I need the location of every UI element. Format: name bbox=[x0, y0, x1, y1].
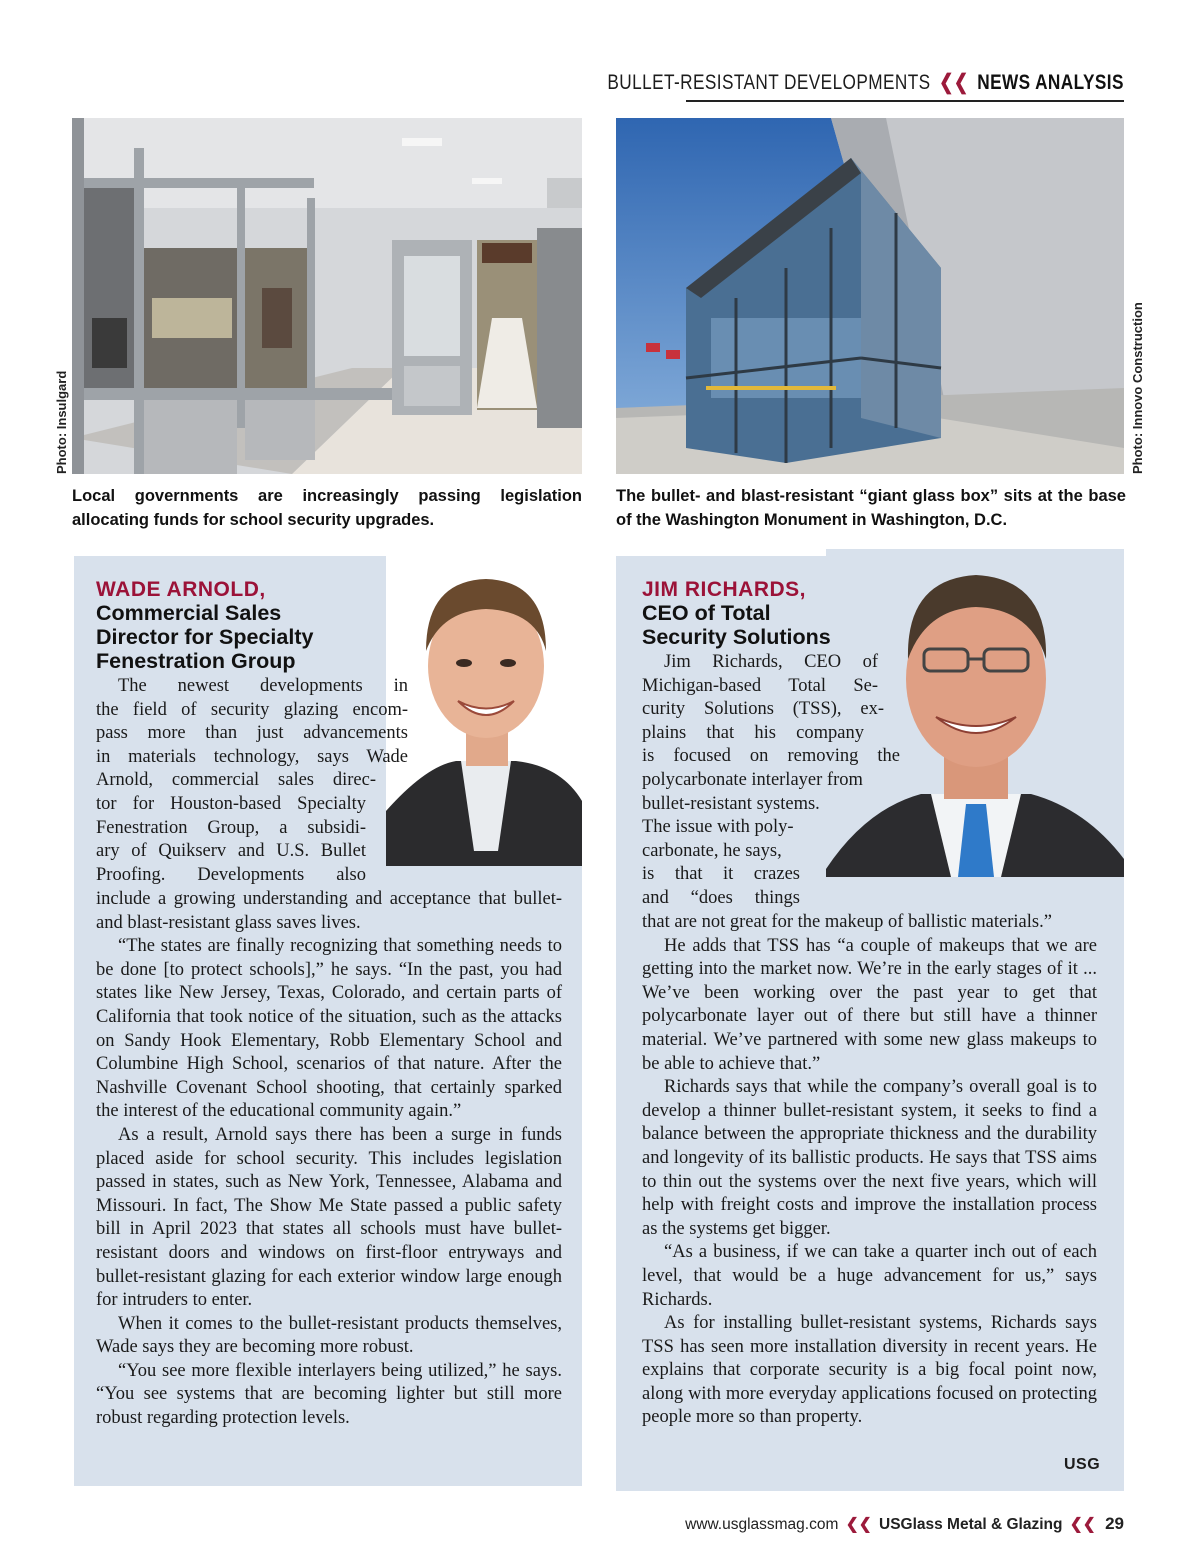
role-line: Security Solutions bbox=[642, 625, 831, 649]
wade-arnold-name: WADE ARNOLD, bbox=[96, 578, 266, 601]
role-line: Commercial Sales bbox=[96, 601, 282, 625]
intro-line: Fenestration Group, a subsidi- bbox=[96, 817, 366, 838]
intro-line: pass more than just advancements bbox=[96, 723, 408, 744]
section-title: BULLET-RESISTANT DEVELOPMENTS bbox=[607, 71, 931, 94]
intro-line: plains that his company bbox=[642, 722, 864, 743]
intro-line: Proofing. Developments also bbox=[96, 864, 366, 885]
intro-line: Michigan-based Total Se- bbox=[642, 675, 878, 696]
page-number: 29 bbox=[1105, 1514, 1124, 1533]
chevron-icon: ❮❮ bbox=[939, 71, 969, 94]
body-paragraph: “The states are finally recognizing that something needs to be done [to protect schools],” he says. “In the past, you had states like New Jersey, Texas, Colorado, and certain parts of California that took notice of the situation, such as the attacks on Sandy Hook Elementary, Robb Elementary School and Columbine High School, scenarios of that nature. After the Nashville Covenant School shooting, that certainly sparked the interest of the educational community again.” bbox=[96, 936, 562, 1122]
intro-line: The issue with poly- bbox=[642, 817, 794, 838]
body-paragraph: “As a business, if we can take a quarter inch out of each level, that would be a huge advancement for us,” says Richards. bbox=[642, 1242, 1097, 1310]
intro-line: Jim Richards, CEO of bbox=[664, 652, 878, 672]
wade-arnold-intro bbox=[96, 675, 408, 887]
body-paragraph: As a result, Arnold says there has been a surge in funds placed aside for school security. This includes legislation passed in states, such as New York, Tennessee, Alabama and Missouri. In fact, The Show Me State passed a public safety bill in April 2023 that states all schools must have bullet-resistant doors and windows on first-floor entryways and bullet-resistant glazing for each exterior window large enough for intruders to enter. bbox=[96, 1124, 562, 1311]
intro-line: tor for Houston-based Specialty bbox=[96, 793, 366, 814]
page-footer bbox=[685, 1514, 1124, 1534]
magazine-name: USGlass Metal & Glazing bbox=[879, 1516, 1063, 1533]
intro-line: ary of Quikserv and U.S. Bullet bbox=[96, 841, 366, 862]
intro-line: is focused on removing the bbox=[642, 746, 900, 767]
body-paragraph: “You see more flexible interlayers being utilized,” he says. “You see systems that are becoming lighter but still more robust regarding protection levels. bbox=[96, 1360, 562, 1429]
jim-richards-name: JIM RICHARDS, bbox=[642, 578, 807, 601]
category-title: NEWS ANALYSIS bbox=[977, 71, 1124, 94]
intro-line: the field of security glazing encom- bbox=[96, 699, 408, 720]
photo-credit-left: Photo: Insulgard bbox=[54, 370, 69, 474]
chevron-icon: ❮❮ bbox=[845, 1516, 872, 1533]
body-paragraph: As for installing bullet-resistant systems, Richards says TSS has seen more installation diversity in recent years. He explains that corporate security is a big focal point now, along with more everyday applications focused on protecting people more so than property. bbox=[642, 1313, 1097, 1428]
wade-arnold-body bbox=[96, 888, 562, 1431]
chevron-icon: ❮❮ bbox=[1069, 1516, 1096, 1533]
role-line: Director for Specialty bbox=[96, 625, 314, 649]
body-paragraph: He adds that TSS has “a couple of makeups that we are getting into the market now. We’re in the early stages of it ... We’ve been working over the past year to get that polycarbonate layer out of there but still have a thinner material. We’ve partnered with some new glass makeups to be able to achieve that.” bbox=[642, 935, 1097, 1074]
body-paragraph: include a growing understanding and acceptance that bullet- and blast-resistant glass saves lives. bbox=[96, 889, 562, 933]
intro-line: is that it crazes bbox=[642, 864, 800, 885]
glass-box-photo bbox=[616, 118, 1124, 474]
role-line: Fenestration Group bbox=[96, 649, 296, 673]
body-paragraph: Richards says that while the company’s overall goal is to develop a thinner bullet-resistant system, it seeks to find a balance between the appropriate thickness and the durability and longevity of its ballistic products. He says that TSS aims to thin out the systems over the next five years, which will help with freight costs and improve the installation process as the systems get bigger. bbox=[642, 1077, 1097, 1239]
wade-arnold-portrait bbox=[386, 551, 582, 866]
intro-line: in materials technology, says Wade bbox=[96, 746, 408, 767]
intro-line: polycarbonate interlayer from bbox=[642, 769, 863, 790]
intro-line: bullet-resistant systems. bbox=[642, 793, 820, 814]
photo-credit-right: Photo: Innovo Construction bbox=[1130, 302, 1145, 474]
body-paragraph: that are not great for the makeup of ballistic materials.” bbox=[642, 912, 1052, 932]
intro-line: carbonate, he says, bbox=[642, 840, 782, 861]
intro-line: Arnold, commercial sales direc- bbox=[96, 770, 376, 791]
intro-line: The newest developments in bbox=[118, 676, 408, 696]
jim-richards-body bbox=[642, 911, 1097, 1430]
school-entrance-photo bbox=[72, 118, 582, 474]
intro-line: curity Solutions (TSS), ex- bbox=[642, 699, 884, 720]
wade-arnold-role bbox=[96, 601, 396, 673]
body-paragraph: When it comes to the bullet-resistant products themselves, Wade says they are becoming more robust. bbox=[96, 1313, 562, 1358]
role-line: CEO of Total bbox=[642, 601, 771, 625]
running-header bbox=[607, 70, 1124, 102]
jim-richards-intro bbox=[642, 651, 900, 911]
website-link[interactable]: www.usglassmag.com bbox=[685, 1516, 839, 1533]
photo-caption-right: The bullet- and blast-resistant “giant glass box” sits at the base of the Washington Monument in Washington, D.C. bbox=[616, 487, 1126, 529]
photo-caption-left: Local governments are increasingly passing legislation allocating funds for school security upgrades. bbox=[72, 487, 582, 529]
intro-line: and “does things bbox=[642, 887, 800, 908]
jim-richards-role bbox=[642, 601, 892, 649]
end-mark: USG bbox=[1064, 1456, 1101, 1473]
